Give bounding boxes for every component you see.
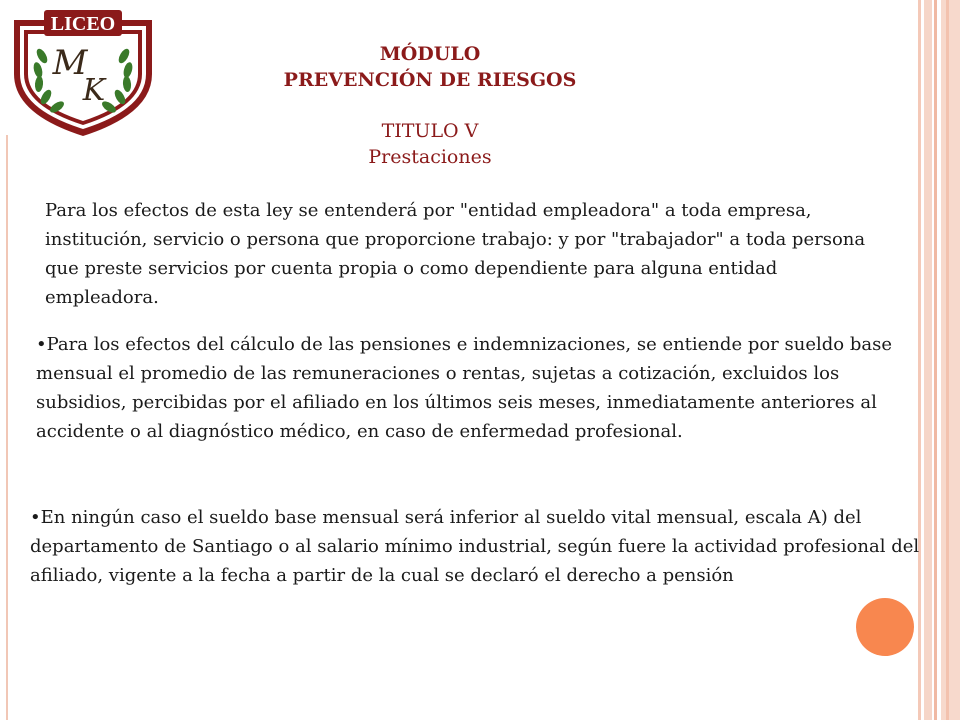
- bullet-paragraph-1: •Para los efectos del cálculo de las pensiones e indemnizaciones, se entiende por sueldo base mensual el promedio de las remuneraciones o rentas, sujetas a cotización, excluidos los subsidios, percibidas por el afiliado en los últimos seis meses, inmediatamente anteriores al accidente o al diagnóstico médico, en caso de enfermedad profesional.: [36, 334, 892, 442]
- section-name: Prestaciones: [368, 146, 492, 168]
- svg-text:K: K: [82, 73, 106, 108]
- orange-circle-decor: [856, 598, 914, 656]
- decor-left-line: [6, 135, 8, 720]
- section-number: TITULO V: [381, 120, 479, 142]
- bullet-paragraph-2: •En ningún caso el sueldo base mensual será inferior al sueldo vital mensual, escala A) del departamento de Santiago o al salario mínimo industrial, según fuere la actividad profesional del afiliado, vigente a la fecha a partir de la cual se declaró el derecho a pensión: [30, 507, 920, 586]
- module-title: MÓDULO: [379, 43, 481, 65]
- svg-text:M: M: [52, 43, 88, 83]
- intro-paragraph: Para los efectos de esta ley se entenderá por "entidad empleadora" a toda empresa, institución, servicio o persona que proporcione trabajo: y por "trabajador" a toda persona que preste servicios por cuenta propia o como dependiente para alguna entidad empleadora.: [45, 200, 866, 308]
- module-subtitle: PREVENCIÓN DE RIESGOS: [283, 69, 577, 91]
- decor-stripe: [934, 0, 937, 720]
- decor-stripe: [941, 0, 960, 720]
- svg-text:LICEO: LICEO: [50, 13, 116, 35]
- decor-stripe: [946, 0, 949, 720]
